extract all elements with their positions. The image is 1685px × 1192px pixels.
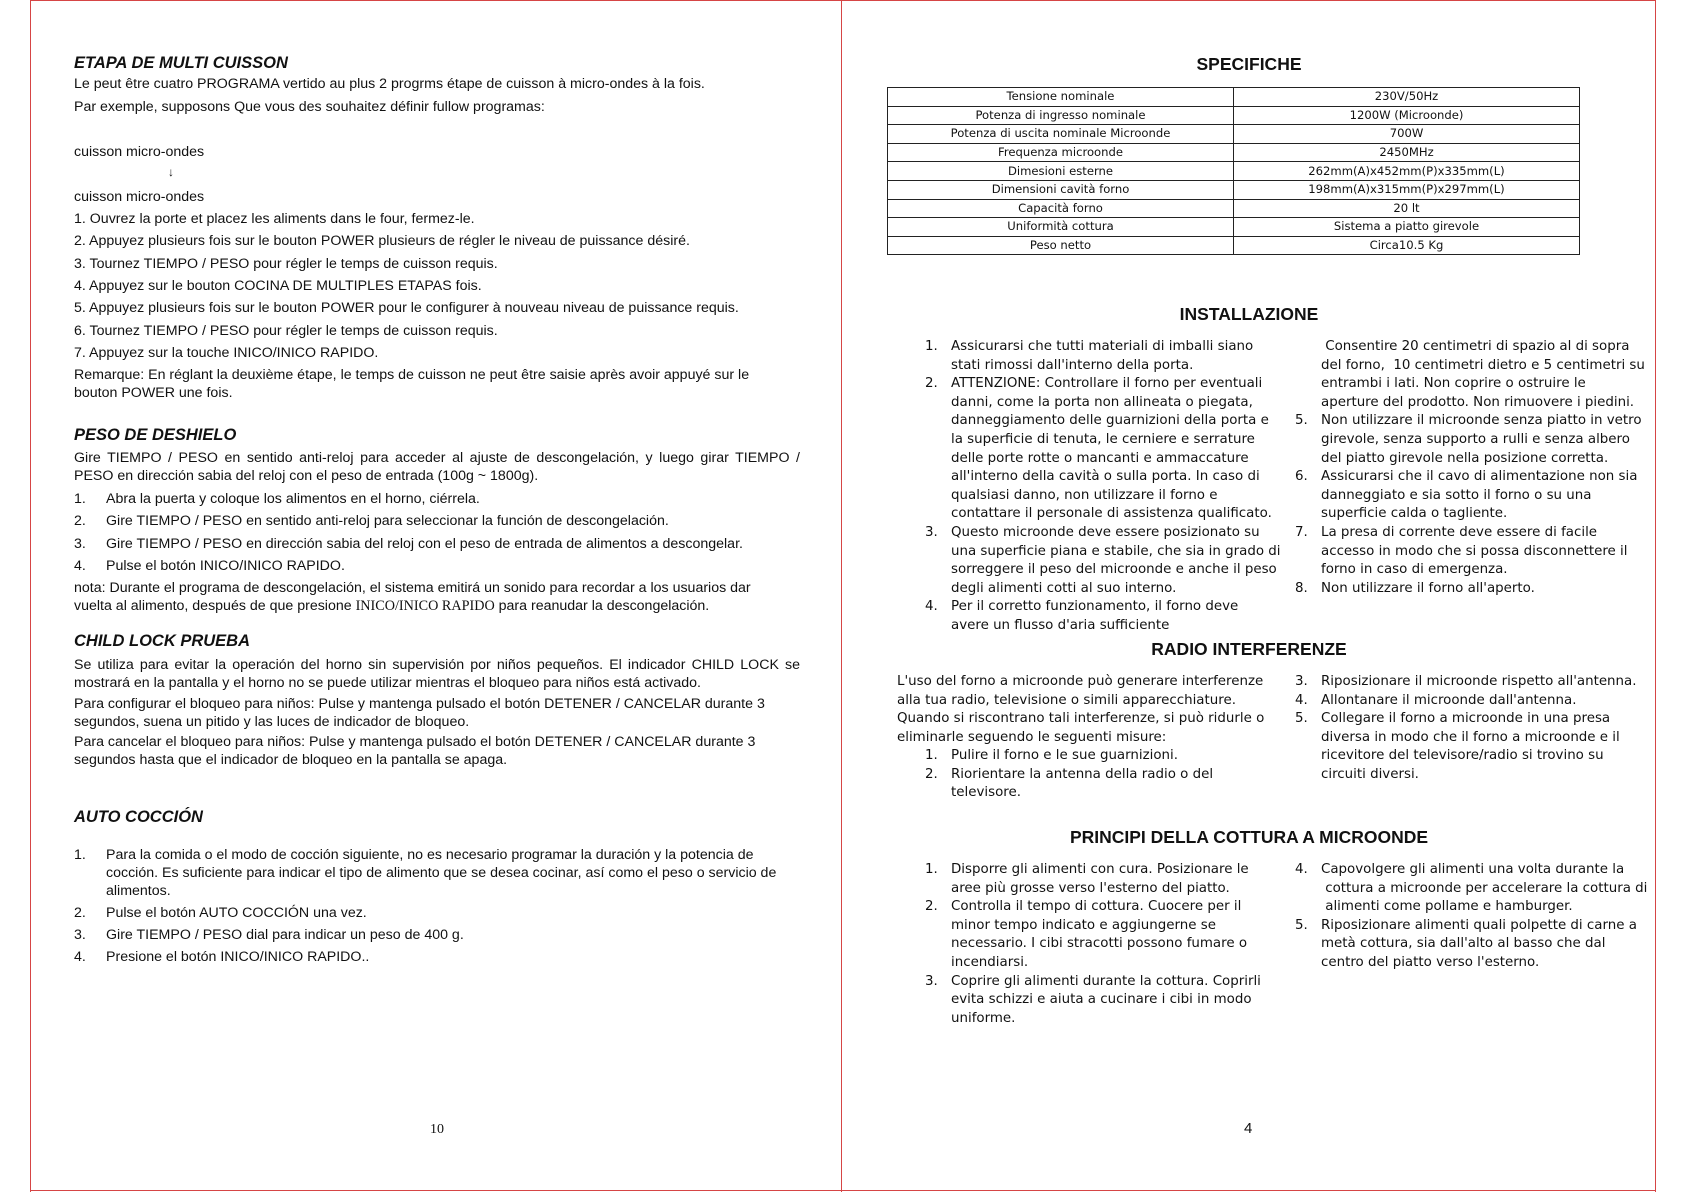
list-text: Per il corretto funzionamento, il forno deve xyxy=(951,599,1239,615)
list-text: la superficie di tenuta, le cerniere e serrature xyxy=(951,432,1255,447)
peso-intro: Gire TIEMPO / PESO en sentido anti-reloj para acceder al ajuste de descongelación, y luego girar TIEMPO / xyxy=(74,450,800,466)
list-text: incendiarsi. xyxy=(951,955,1029,970)
list-text: contattare il personale di assistenza qualificato. xyxy=(951,506,1272,522)
list-text: metà cottura, sia dall'alto al basso che dal xyxy=(1321,936,1606,952)
list-number: 4. xyxy=(1295,692,1308,708)
list-text: diversa in modo che il forno a microonde e il xyxy=(1321,729,1620,745)
list-text: danneggiato e sia sotto il forno o su una xyxy=(1321,487,1592,503)
list-text: televisore. xyxy=(951,785,1021,801)
multi-line: Le peut être cuatro PROGRAMA vertido au plus 2 progrms étape de cuisson à micro-ondes à la fois. xyxy=(74,76,705,92)
list-text: Controlla il tempo di cottura. Cuocere per il xyxy=(951,899,1242,915)
flow-arrow-icon: ↓ xyxy=(168,165,174,179)
table-row: Tensione nominale 230V/50Hz xyxy=(888,88,1580,107)
multi-step: 7. Appuyez sur la touche INICO/INICO RAPIDO. xyxy=(74,345,379,361)
list-text: Assicurarsi che tutti materiali di imballi siano xyxy=(951,339,1254,354)
list-text: del piatto girevole nella posizione corretta. xyxy=(1321,450,1609,466)
list-text: uniforme. xyxy=(951,1010,1016,1026)
multi-remark: Remarque: En réglant la deuxième étape, le temps de cuisson ne peut être saisie après avoir appuyé sur le xyxy=(74,367,750,383)
table-row: Capacità forno 20 lt xyxy=(888,199,1580,218)
list-text: Non utilizzare il forno all'aperto. xyxy=(1321,580,1535,596)
step-number: 3. xyxy=(74,536,86,552)
step-number: 3. xyxy=(74,927,86,943)
step-number: 1. xyxy=(74,847,86,863)
page-number: 10 xyxy=(430,1122,444,1137)
multi-step: 3. Tournez TIEMPO / PESO pour régler le temps de cuisson requis. xyxy=(74,256,498,272)
list-text: Riposizionare alimenti quali polpette di carne a xyxy=(1321,917,1637,933)
list-text: evita schizzi e aiuta a cucinare i cibi in modo xyxy=(951,992,1252,1008)
peso-intro: PESO en dirección sabia del reloj con el peso de entrada (100g ~ 1800g). xyxy=(74,468,539,484)
step-text: alimentos. xyxy=(106,883,171,899)
step-text: Pulse el botón INICO/INICO RAPIDO. xyxy=(106,558,345,574)
list-number: 2. xyxy=(925,766,938,782)
auto-coccion-title: AUTO COCCIÓN xyxy=(74,808,203,826)
list-text: cottura a microonde per accelerare la cottura di xyxy=(1321,880,1648,896)
multi-step: 1. Ouvrez la porte et placez les aliments dans le four, fermez-le. xyxy=(74,211,475,227)
list-text: degli alimenti cotti al suo interno. xyxy=(951,580,1177,596)
child-lock-text: segundos hasta que el indicador de bloqueo en la pantalla se apaga. xyxy=(74,752,508,768)
list-text: danni, come la porta non allineata o piegata, xyxy=(951,394,1253,410)
child-lock-text: Para cancelar el bloqueo para niños: Pulse y mantenga pulsado el botón DETENER / CANCELAR durante 3 xyxy=(74,734,756,750)
list-text: girevole, senza supporto a rulli e senza albero xyxy=(1321,432,1630,447)
list-text: danneggiamento delle guarnizioni della porta e xyxy=(951,413,1269,429)
step-text: cocción. Es suficiente para indicar el tipo de alimento que se desea cocinar, así como el peso o servicio de xyxy=(106,865,777,881)
step-number: 4. xyxy=(74,558,86,574)
multi-step: 6. Tournez TIEMPO / PESO pour régler le temps de cuisson requis. xyxy=(74,323,498,339)
step-text: Gire TIEMPO / PESO en sentido anti-reloj para seleccionar la función de descongelación. xyxy=(106,513,669,529)
list-text: entrambi i lati. Non coprire o ostruire le xyxy=(1321,376,1586,392)
list-number: 5. xyxy=(1295,917,1308,933)
table-row: Frequenza microonde 2450MHz xyxy=(888,143,1580,162)
list-text: Consentire 20 centimetri di spazio al di sopra xyxy=(1321,339,1630,354)
step-text: Presione el botón INICO/INICO RAPIDO.. xyxy=(106,949,370,965)
step-number: 1. xyxy=(74,491,86,507)
paragraph-line: eliminarle seguendo le seguenti misure: xyxy=(897,729,1167,745)
list-number: 4. xyxy=(1295,862,1308,877)
child-lock-title: CHILD LOCK PRUEBA xyxy=(74,632,250,650)
step-number: 2. xyxy=(74,905,86,921)
list-text: Pulire il forno e le sue guarnizioni. xyxy=(951,748,1179,763)
right-page xyxy=(845,0,1653,1192)
table-row: Potenza di ingresso nominale 1200W (Microonde) xyxy=(888,106,1580,125)
list-text: ricevitore del televisore/radio si trovino su xyxy=(1321,748,1604,764)
list-text: aperture del prodotto. Non rimuovere i piedini. xyxy=(1321,394,1635,410)
child-lock-text: mostrará en la pantalla y el horno no se puede utilizar mientras el bloqueo para niños está activado. xyxy=(74,675,701,691)
list-text: sorreggere il peso del microonde e anche il peso xyxy=(951,562,1277,578)
table-row: Dimesioni esterne 262mm(A)x452mm(P)x335mm(L) xyxy=(888,162,1580,181)
multi-step: 5. Appuyez plusieurs fois sur le bouton POWER pour le configurer à nouveau niveau de puissance requis. xyxy=(74,300,739,316)
list-text: accesso in modo che si possa disconnettere il xyxy=(1321,543,1628,559)
list-number: 1. xyxy=(925,748,938,763)
peso-note: vuelta al alimento, después de que presione INICO/INICO RAPIDO para reanudar la descongelación. xyxy=(74,598,710,614)
page-divider xyxy=(841,0,842,1192)
list-number: 2. xyxy=(925,899,938,915)
child-lock-text: Se utiliza para evitar la operación del horno sin supervisión por niños pequeños. El indicador CHILD LOCK se xyxy=(74,657,800,673)
principi-title: PRINCIPI DELLA COTTURA A MICROONDE xyxy=(1069,827,1429,847)
list-text: una superficie piana e stabile, che sia in grado di xyxy=(951,543,1281,559)
child-lock-text: segundos, suena un pitido y las luces de indicador de bloqueo. xyxy=(74,714,470,730)
list-text: Disporre gli alimenti con cura. Posizionare le xyxy=(951,862,1249,877)
paragraph-line: Quando si riscontrano tali interferenze, si può ridurle o xyxy=(897,711,1265,727)
list-text: minor tempo indicato e aggiungerne se xyxy=(951,917,1216,933)
list-number: 3. xyxy=(925,973,938,989)
flow-step: cuisson micro-ondes xyxy=(74,189,205,205)
flow-step: cuisson micro-ondes xyxy=(74,144,205,160)
multi-remark: bouton POWER une fois. xyxy=(74,385,233,401)
left-page xyxy=(32,0,837,1192)
table-row: Dimensioni cavità forno 198mm(A)x315mm(P)x297mm(L) xyxy=(888,180,1580,199)
multi-cuisson-title: ETAPA DE MULTI CUISSON xyxy=(74,54,288,72)
list-text: Collegare il forno a microonde in una presa xyxy=(1321,711,1611,727)
specifiche-title: SPECIFICHE xyxy=(1196,54,1302,74)
list-text: circuiti diversi. xyxy=(1321,767,1419,782)
list-number: 4. xyxy=(925,599,938,615)
list-text: ATTENZIONE: Controllare il forno per eventuali xyxy=(951,376,1263,392)
table-row: Potenza di uscita nominale Microonde 700W xyxy=(888,125,1580,144)
step-text: Pulse el botón AUTO COCCIÓN una vez. xyxy=(106,905,367,921)
step-number: 2. xyxy=(74,513,86,529)
child-lock-text: Para configurar el bloqueo para niños: Pulse y mantenga pulsado el botón DETENER / CANCELAR durante 3 xyxy=(74,696,765,712)
list-text: qualsiasi danno, non utilizzare il forno e xyxy=(951,487,1218,503)
list-text: Non utilizzare il microonde senza piatto in vetro xyxy=(1321,413,1642,429)
list-number: 2. xyxy=(925,376,938,392)
peso-deshielo-title: PESO DE DESHIELO xyxy=(74,426,237,444)
paragraph-line: alla tua radio, televisione o simili apparecchiature. xyxy=(897,692,1236,708)
step-number: 4. xyxy=(74,949,86,965)
list-number: 8. xyxy=(1295,580,1308,596)
list-text: Allontanare il microonde dall'antenna. xyxy=(1321,692,1577,708)
multi-line: Par exemple, supposons Que vous des souhaitez définir fullow programas: xyxy=(74,99,545,115)
multi-step: 4. Appuyez sur le bouton COCINA DE MULTIPLES ETAPAS fois. xyxy=(74,278,482,294)
list-number: 5. xyxy=(1295,413,1308,429)
list-text: necessario. I cibi stracotti possono fumare o xyxy=(951,936,1248,952)
list-text: del forno, 10 centimetri dietro e 5 centimetri su xyxy=(1321,357,1645,373)
step-text: Gire TIEMPO / PESO dial para indicar un peso de 400 g. xyxy=(106,927,464,943)
list-text: Assicurarsi che il cavo di alimentazione non sia xyxy=(1321,469,1638,485)
list-text: Coprire gli alimenti durante la cottura. Coprirli xyxy=(951,973,1261,989)
table-row: Uniformità cottura Sistema a piatto girevole xyxy=(888,218,1580,237)
paragraph-line: L'uso del forno a microonde può generare interferenze xyxy=(897,674,1264,689)
right-page-border xyxy=(1655,0,1656,1192)
spec-table xyxy=(887,87,1580,255)
step-text: Gire TIEMPO / PESO en dirección sabia del reloj con el peso de entrada de alimentos a descongelar. xyxy=(106,536,743,552)
list-number: 1. xyxy=(925,339,938,354)
list-text: aree più grosse verso l'esterno del piatto. xyxy=(951,880,1230,896)
list-text: Capovolgere gli alimenti una volta durante la xyxy=(1321,862,1625,877)
list-number: 7. xyxy=(1295,525,1308,540)
left-page-border xyxy=(30,0,31,1192)
page-number: 4 xyxy=(1244,1120,1253,1137)
list-text: Questo microonde deve essere posizionato su xyxy=(951,525,1260,540)
installazione-title: INSTALLAZIONE xyxy=(1179,304,1319,324)
list-number: 3. xyxy=(1295,674,1308,689)
list-text: Riposizionare il microonde rispetto all'antenna. xyxy=(1321,674,1637,689)
list-text: superficie calda o tagliente. xyxy=(1321,506,1508,522)
list-text: La presa di corrente deve essere di facile xyxy=(1321,525,1598,540)
radio-interferenze-title: RADIO INTERFERENZE xyxy=(1151,639,1347,659)
list-number: 3. xyxy=(925,525,938,540)
list-number: 5. xyxy=(1295,711,1308,727)
list-number: 6. xyxy=(1295,469,1308,485)
peso-note: nota: Durante el programa de descongelación, el sistema emitirá un sonido para recordar a los usuarios dar xyxy=(74,580,751,596)
step-text: Para la comida o el modo de cocción siguiente, no es necesario programar la duración y la potencia de xyxy=(106,847,754,863)
list-text: forno in caso di emergenza. xyxy=(1321,562,1508,578)
step-text: Abra la puerta y coloque los alimentos en el horno, ciérrela. xyxy=(106,491,480,507)
list-text: alimenti come pollame e hamburger. xyxy=(1321,899,1573,915)
table-row: Peso netto Circa10.5 Kg xyxy=(888,236,1580,255)
list-text: delle porte rotte o mancanti e ammaccature xyxy=(951,450,1249,466)
multi-step: 2. Appuyez plusieurs fois sur le bouton POWER plusieurs de régler le niveau de puissance désiré. xyxy=(74,233,690,249)
list-number: 1. xyxy=(925,862,938,877)
list-text: Riorientare la antenna della radio o del xyxy=(951,766,1214,782)
list-text: centro del piatto verso l'esterno. xyxy=(1321,955,1540,970)
list-text: stati rimossi dall'interno della porta. xyxy=(951,357,1194,373)
list-text: all'interno della cavità o sulla porta. In caso di xyxy=(951,469,1260,485)
list-text: avere un flusso d'aria sufficiente xyxy=(951,618,1170,633)
